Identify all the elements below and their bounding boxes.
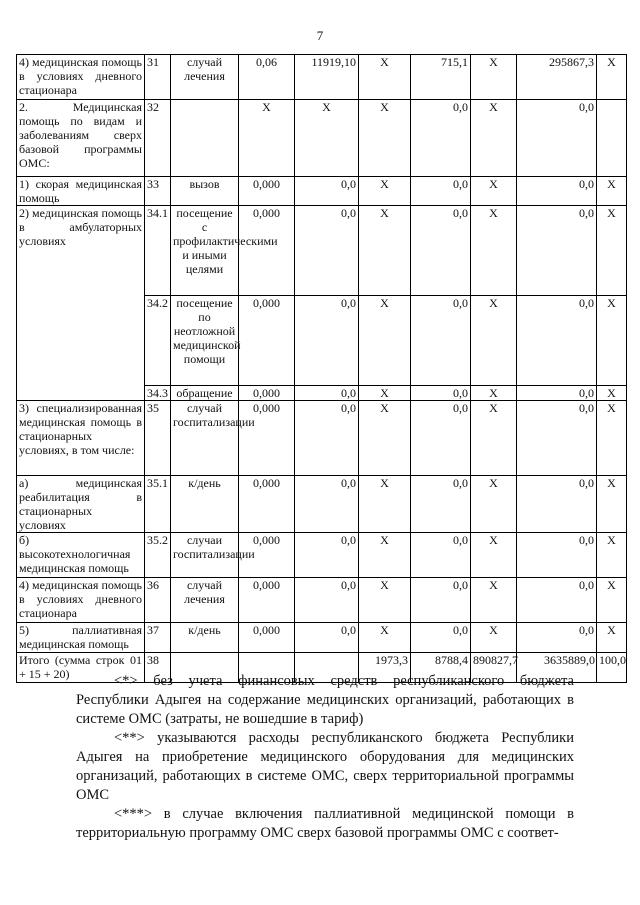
row-name: а) медицинская реабилитация в стационарных условиях [17,476,145,533]
cell-c10 [597,100,627,177]
cell-c6: X [359,100,411,177]
row-name: 2. Медицинская помощь по видам и заболеваниям сверх базовой программы ОМС: [17,100,145,177]
cell-c8: X [471,476,517,533]
row-name: 1) скорая медицинская помощь [17,177,145,206]
cell-c10: X [597,623,627,653]
cell-c7: 0,0 [411,100,471,177]
cell-c9: 0,0 [517,533,597,578]
cell-c7: 0,0 [411,386,471,401]
row-code: 34.2 [145,296,171,386]
cell-c10: X [597,296,627,386]
row-code: 32 [145,100,171,177]
table-row [17,401,627,476]
cell-c10: X [597,578,627,623]
row-unit: посещение по неотложной медицинской помощи [171,296,239,386]
cell-c6: X [359,55,411,100]
cell-c9: 0,0 [517,401,597,476]
footnote-3: <***> в случае включения паллиативной медицинской помощи в территориальную программу ОМС сверх базовой программы ОМС с соответ- [76,806,574,841]
row-norm: 0,000 [239,476,295,533]
cell-c8: X [471,386,517,401]
row-unit: к/день [171,623,239,653]
row-code: 35 [145,401,171,476]
cell-c6: X [359,533,411,578]
row-name: 3) специализированная медицинская помощь в стационарных условиях, в том числе: [17,401,145,476]
cell-c6: X [359,386,411,401]
cell-c5: 0,0 [295,578,359,623]
row-code: 33 [145,177,171,206]
cell-c10: X [597,533,627,578]
cell-c6: X [359,206,411,296]
row-norm: 0,000 [239,578,295,623]
cell-c6: 1973,3 [359,653,411,683]
cell-c10: X [597,401,627,476]
cell-c6: X [359,296,411,386]
row-unit: посещение с профилактическими и иными целями [171,206,239,296]
cell-c5: 0,0 [295,623,359,653]
cell-c9: 0,0 [517,296,597,386]
cell-c8: X [471,206,517,296]
row-name: 5) паллиативная медицинская помощь [17,623,145,653]
cell-c6: X [359,177,411,206]
cell-c9: 0,0 [517,386,597,401]
cell-c9: 3635889,0 [517,653,597,683]
row-norm: 0,000 [239,623,295,653]
row-code: 36 [145,578,171,623]
cell-c7: 0,0 [411,623,471,653]
cell-c9: 0,0 [517,578,597,623]
cell-c5: 0,0 [295,177,359,206]
cell-c7: 0,0 [411,476,471,533]
row-unit [171,100,239,177]
cell-c10: X [597,177,627,206]
cell-c6: X [359,578,411,623]
cell-c8: X [471,533,517,578]
row-norm: 0,000 [239,386,295,401]
cell-c9: 0,0 [517,206,597,296]
cell-c8: 890827,7 [471,653,517,683]
row-name: 4) медицинская помощь в условиях дневного стационара [17,578,145,623]
table-row [17,476,627,533]
cell-c8: X [471,100,517,177]
cell-c7: 0,0 [411,578,471,623]
row-name: 2) медицинская помощь в амбулаторных условиях [17,206,145,401]
cell-c5: 0,0 [295,386,359,401]
row-code: 35.1 [145,476,171,533]
table-row [17,578,627,623]
cell-c10: X [597,55,627,100]
cell-c8: X [471,296,517,386]
footnotes [76,672,574,843]
cell-c9: 0,0 [517,623,597,653]
cell-c5: X [295,100,359,177]
footnote-1: <*> без учета финансовых средств республиканского бюджета Республики Адыгея на содержание медицинских организаций, работающих в системе ОМС (затраты, не вошедшие в тариф) [76,673,574,727]
row-code: 38 [145,653,171,683]
row-unit: случаи госпитализации [171,533,239,578]
cell-c6: X [359,476,411,533]
table-row [17,623,627,653]
cell-c7: 0,0 [411,206,471,296]
row-norm: 0,06 [239,55,295,100]
row-norm: 0,000 [239,177,295,206]
row-norm: 0,000 [239,206,295,296]
cell-c10: X [597,476,627,533]
cell-c9: 0,0 [517,177,597,206]
cell-c10: X [597,386,627,401]
cell-c6: X [359,401,411,476]
row-unit: случай госпитализации [171,401,239,476]
table-row [17,206,627,296]
row-unit: к/день [171,476,239,533]
row-name: Итого (сумма строк 01 + 15 + 20) [17,653,145,683]
row-code: 34.3 [145,386,171,401]
cell-c8: X [471,623,517,653]
cell-c8: X [471,55,517,100]
cell-c10: 100,0 [597,653,627,683]
cell-c9: 295867,3 [517,55,597,100]
cell-c8: X [471,177,517,206]
cell-c6: X [359,623,411,653]
cell-c9: 0,0 [517,100,597,177]
page-number: 7 [316,28,324,43]
cell-c5: 11919,10 [295,55,359,100]
row-unit: вызов [171,177,239,206]
row-norm: X [239,100,295,177]
row-name: 4) медицинская помощь в условиях дневного стационара [17,55,145,100]
row-norm: 0,000 [239,296,295,386]
cell-c7: 0,0 [411,401,471,476]
row-norm: 0,000 [239,533,295,578]
row-code: 37 [145,623,171,653]
row-code: 35.2 [145,533,171,578]
table-row [17,100,627,177]
cell-c8: X [471,578,517,623]
cell-c5: 0,0 [295,401,359,476]
cell-c7: 0,0 [411,177,471,206]
table-row [17,55,627,100]
cell-c5: 0,0 [295,476,359,533]
row-norm: 0,000 [239,401,295,476]
row-unit: случай лечения [171,578,239,623]
row-code: 34.1 [145,206,171,296]
row-code: 31 [145,55,171,100]
table-row [17,177,627,206]
row-unit: обращение [171,386,239,401]
cell-c8: X [471,401,517,476]
cell-c7: 715,1 [411,55,471,100]
row-unit: случай лечения [171,55,239,100]
footnote-2: <**> указываются расходы республиканского бюджета Республики Адыгея на приобретение медицинского оборудования для медицинских организаций, работающих в системе ОМС, сверх территориальной программы ОМС [76,730,574,803]
cell-c5: 0,0 [295,533,359,578]
cell-c7: 0,0 [411,533,471,578]
cell-c5: 0,0 [295,296,359,386]
row-name: б) высокотехнологичная медицинская помощь [17,533,145,578]
cell-c7: 0,0 [411,296,471,386]
table-row [17,533,627,578]
cell-c5: 0,0 [295,206,359,296]
cell-c9: 0,0 [517,476,597,533]
cell-c10: X [597,206,627,296]
funding-table [16,54,627,683]
cell-c7: 8788,4 [411,653,471,683]
